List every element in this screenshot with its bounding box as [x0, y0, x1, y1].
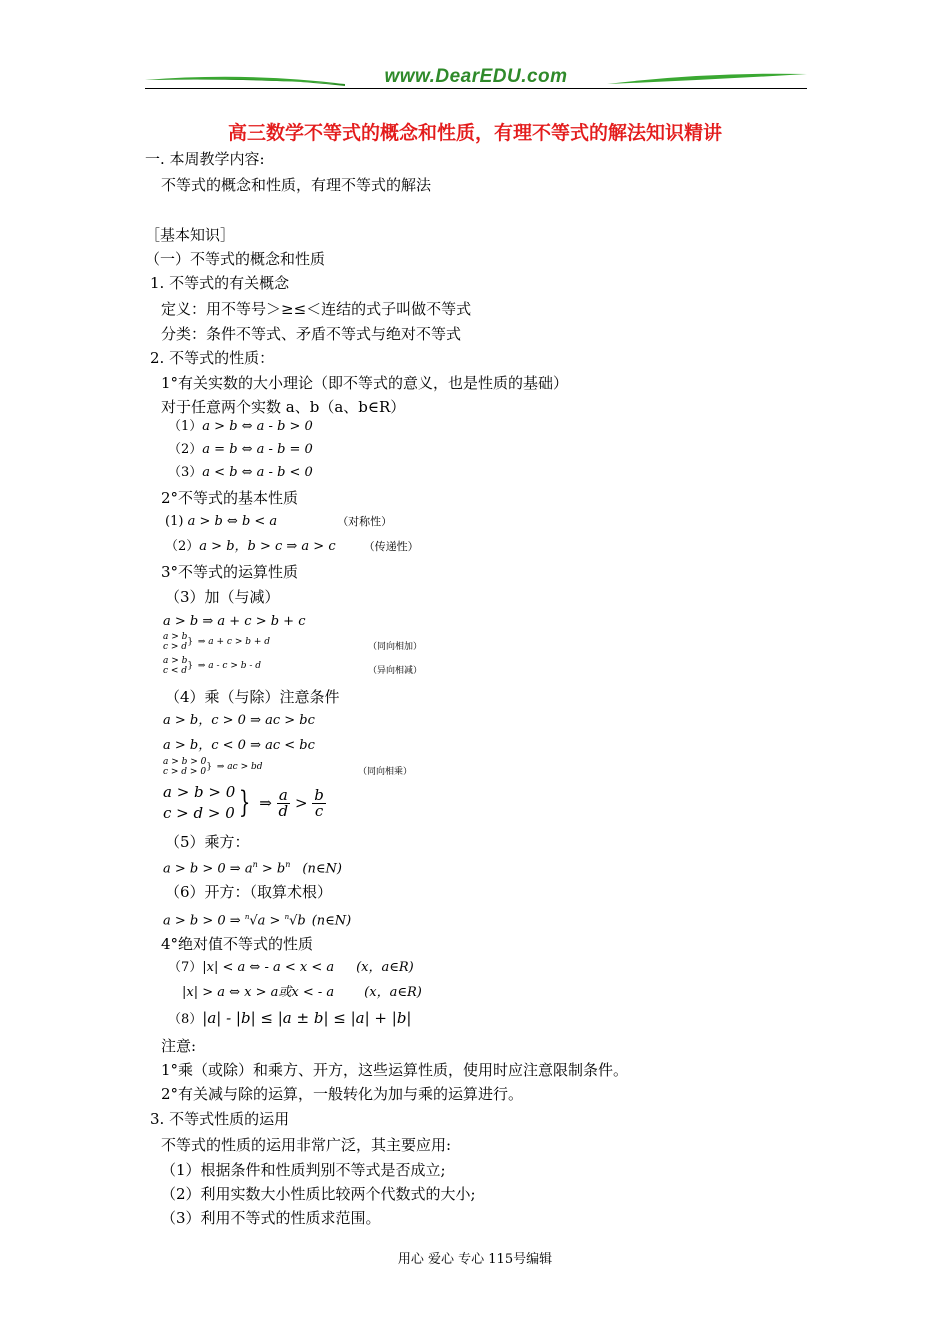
usage-1: （1）根据条件和性质判别不等式是否成立; — [161, 1161, 446, 1179]
formula-condition: (n∈N) — [311, 913, 352, 929]
formula-text: a = b ⇔ a - b = 0 — [202, 442, 313, 457]
exponent: n — [252, 860, 258, 869]
formula-index: （8） — [168, 1012, 203, 1027]
system-bottom: c < d — [163, 666, 188, 676]
system-bottom: c > d > 0 — [163, 767, 207, 777]
root-formula — [163, 908, 351, 930]
page-footer: 用心 爱心 专心 115号编辑 — [397, 1252, 553, 1267]
theory-3-heading: 3°不等式的运算性质 — [161, 563, 299, 581]
root-index: n — [244, 913, 250, 921]
system-top: a > b — [163, 632, 188, 642]
note-1: 1°乘（或除）和乘方、开方，这些运算性质，使用时应注意限制条件。 — [161, 1061, 629, 1079]
formula-note: （传递性） — [363, 540, 419, 553]
formula-text: a < b ⇔ a - b < 0 — [202, 465, 313, 480]
formula-3 — [168, 464, 313, 482]
system-top: a > b — [163, 656, 188, 666]
theory-2-heading: 2°不等式的基本性质 — [161, 489, 299, 507]
classification-text: 分类：条件不等式、矛盾不等式与绝对不等式 — [161, 325, 462, 343]
system-note: （同向相加） — [368, 642, 423, 652]
numerator: b — [314, 785, 324, 804]
formula-text: a > b，b > c ⇒ a > c — [199, 539, 336, 554]
formula-part: > b — [257, 861, 286, 877]
formula-condition: (x，a∈R) — [364, 985, 422, 1000]
multiply-formula-4 — [163, 782, 326, 826]
formula-text: a > b ⇔ b < a — [187, 514, 278, 529]
abs-formula-1 — [168, 959, 414, 977]
property-1 — [165, 513, 392, 531]
power-heading: （5）乘方： — [165, 833, 250, 851]
property-2 — [165, 538, 419, 556]
usage-intro: 不等式的性质的运用非常广泛，其主要应用: — [161, 1136, 452, 1154]
part-1-heading: （一）不等式的概念和性质 — [145, 250, 326, 268]
denominator: d — [278, 801, 289, 820]
formula-part: a > b > 0 ⇒ a — [163, 861, 253, 877]
definition-text: 定义：用不等号＞≥≤＜连结的式子叫做不等式 — [161, 300, 472, 318]
theory-4-heading: 4°绝对值不等式的性质 — [161, 935, 314, 953]
green-swoosh-right-icon — [607, 70, 807, 86]
site-header — [145, 64, 807, 92]
multiply-formula-2: a > b，c < 0 ⇒ ac < bc — [163, 738, 315, 753]
system-note: （异向相减） — [368, 666, 423, 676]
formula-index: （1） — [168, 419, 203, 434]
formula-index: （3） — [168, 465, 203, 480]
system-result: ⇒ a + c > b + d — [197, 637, 271, 647]
basic-knowledge-heading: ［基本知识］ — [145, 226, 236, 244]
addition-formula-3: a > b c < d } ⇒ a - c > b - d （异向相减） — [163, 656, 261, 678]
system-bottom: c > d — [163, 642, 188, 652]
system-note: （同向相乘） — [358, 767, 413, 777]
formula-text: a > b ⇔ a - b > 0 — [202, 419, 313, 434]
note-2: 2°有关减与除的运算，一般转化为加与乘的运算进行。 — [161, 1085, 524, 1103]
formula-text: |x| > a ⇔ x > a或x < - a — [182, 985, 335, 1000]
theory-1-heading: 1°有关实数的大小理论（即不等式的意义，也是性质的基础） — [161, 374, 569, 392]
formula-part: a > b > 0 ⇒ — [163, 913, 245, 929]
addition-formula-1: a > b ⇒ a + c > b + c — [163, 614, 306, 629]
usage-3: （3）利用不等式的性质求范围。 — [161, 1209, 381, 1227]
formula-index: （2） — [165, 539, 200, 554]
formula-text: |a| - |b| ≤ |a ± b| ≤ |a| + |b| — [202, 1009, 412, 1027]
radical: √a — [249, 913, 266, 929]
abs-formula-2 — [182, 984, 422, 1002]
denominator: c — [314, 801, 324, 820]
point-3-heading: 3. 不等式性质的运用 — [150, 1110, 290, 1128]
system-bottom: c > d > 0 — [163, 804, 235, 822]
multiply-formula-3: a > b > 0 c > d > 0 } ⇒ ac > bd （同向相乘） — [163, 757, 263, 779]
system-result: ⇒ ac > bd — [216, 762, 263, 772]
formula-condition: (n∈N) — [302, 861, 342, 877]
point-2-heading: 2. 不等式的性质： — [150, 349, 275, 367]
usage-2: （2）利用实数大小性质比较两个代数式的大小; — [161, 1185, 476, 1203]
header-rule — [145, 88, 807, 89]
implies-arrow: ⇒ — [259, 794, 272, 812]
section-1-content: 不等式的概念和性质，有理不等式的解法 — [161, 176, 432, 194]
brace-icon: } — [239, 785, 251, 820]
abs-formula-3 — [168, 1009, 411, 1029]
formula-condition: (x，a∈R) — [356, 960, 414, 975]
system-top: a > b > 0 — [163, 783, 236, 801]
formula-note: （对称性） — [337, 515, 393, 528]
point-1-heading: 1. 不等式的有关概念 — [150, 274, 290, 292]
formula-index: （2） — [168, 442, 203, 457]
doc-title: 高三数学不等式的概念和性质，有理不等式的解法知识精讲 — [227, 122, 722, 144]
note-heading: 注意: — [161, 1037, 197, 1055]
formula-index: (1) — [165, 514, 184, 529]
radical: √b — [289, 913, 306, 929]
greater-sign: > — [294, 794, 308, 812]
formula-index: （7） — [168, 960, 203, 975]
numerator: a — [277, 788, 291, 804]
formula-2 — [168, 441, 313, 459]
multiply-formula-1: a > b，c > 0 ⇒ ac > bc — [163, 713, 315, 728]
fraction-b-over-c — [312, 785, 326, 820]
formula-part: > — [265, 913, 285, 929]
multiply-heading: （4）乘（与除）注意条件 — [165, 688, 340, 706]
site-url: www.DearEDU.com — [345, 66, 607, 88]
exponent: n — [285, 860, 291, 869]
fraction-a-over-d — [277, 785, 291, 820]
theory-1-sub: 对于任意两个实数 a、b（a、b∈R） — [161, 398, 406, 416]
formula-text: |x| < a ⇔ - a < x < a — [202, 960, 335, 975]
system-top: a > b > 0 — [163, 757, 207, 767]
addition-formula-2: a > b c > d } ⇒ a + c > b + d （同向相加） — [163, 632, 270, 654]
system-result: ⇒ a - c > b - d — [197, 661, 262, 671]
addition-heading: （3）加（与减） — [165, 588, 280, 606]
root-index: n — [284, 913, 290, 921]
section-1-heading: 一. 本周教学内容: — [145, 150, 265, 168]
formula-1 — [168, 418, 313, 436]
power-formula — [163, 856, 342, 878]
root-heading: （6）开方：（取算术根） — [165, 883, 333, 901]
